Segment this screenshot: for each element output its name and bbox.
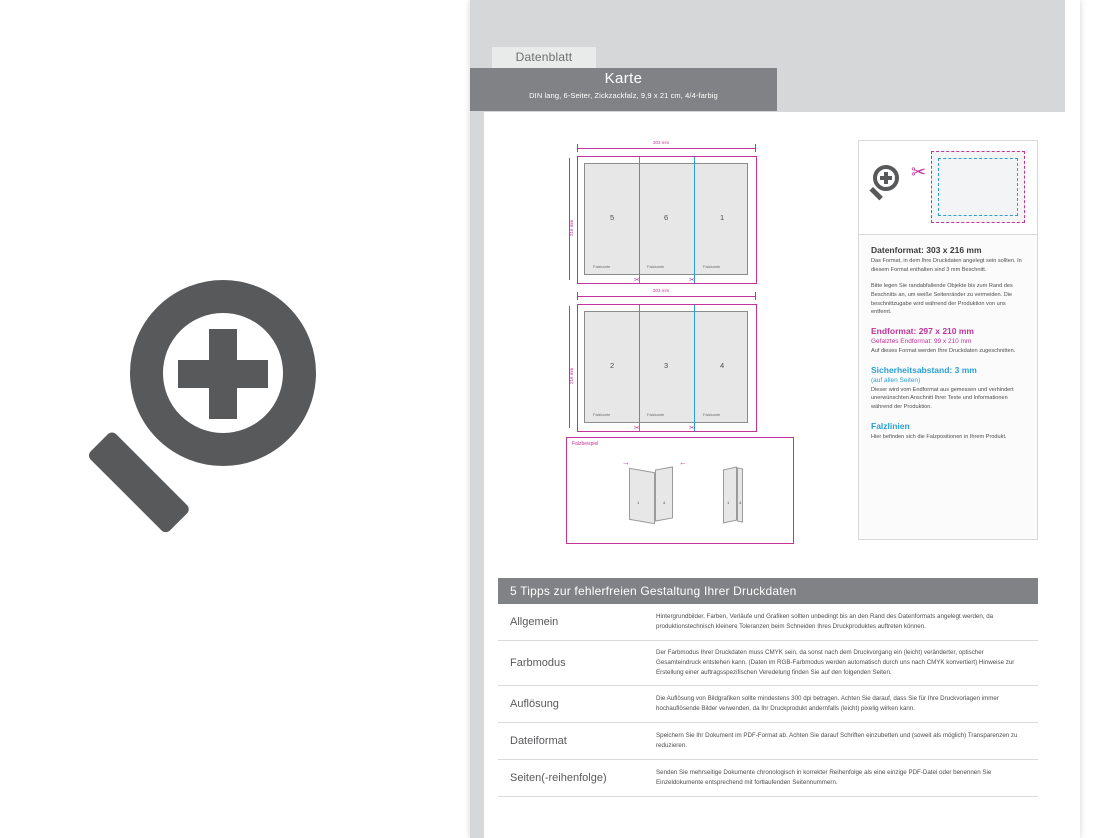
bottom-width-tick-right [755,292,756,300]
fold-example-label-4: 4 [739,500,742,505]
page-title-bar [470,68,777,111]
top-foldline-1 [639,157,640,283]
info-text-sicherheitsabstand: Dieser wird vom Endformat aus gemessen und verhindert unerwünschten Anschnitt Ihrer Texte und Informationen während der Produktion. [871,386,1014,410]
info-text-falzlinien: Hier befinden sich die Falzpositionen in Ihrem Produkt. [871,433,1007,440]
tips-table [498,578,1038,797]
top-height-label: 216 mm [569,219,574,236]
fold-arrow-right: ← [679,458,687,467]
top-edge-label-3: Falzkante [703,264,721,269]
info-block-datenformat [871,245,1025,317]
info-subheading-sicherheitsabstand: (auf allen Seiten) [871,376,921,384]
tips-row-label-allgemein: Allgemein [510,616,559,628]
bottom-panel-number-3: 4 [720,361,725,370]
fold-arrow-left: → [622,458,630,467]
top-panel-number-2: 6 [664,213,669,222]
info-text-endformat: Auf dieses Format werden Ihre Druckdaten zugeschnitten. [871,347,1016,354]
scissors-icon-bottom-2: ✂ [689,425,695,432]
info-block-falzlinien [871,421,1025,442]
bottom-foldline-2 [694,305,695,431]
magnifier-plus-vertical [209,329,237,419]
table-row [498,604,1038,641]
bottom-edge-label-1: Falzkante [593,412,611,417]
tips-row-text-allgemein: Hintergrundbilder, Farben, Verläufe und Grafiken sollten unbedingt bis an den Rand des Datenformats angelegt werden, da produktionstechnisch kleinere Toleranzen beim Schneiden Ihres Druckproduktes auftreten können. [656,613,994,630]
tips-row-text-seitenreihenfolge: Senden Sie mehrseitige Dokumente chronologisch in korrekter Reihenfolge als eine einzige PDF-Datei oder benennen Sie Einzeldokumente entsprechend mit fortlaufenden Seitennummern. [656,768,992,786]
fold-example-shape-a2 [655,466,673,521]
page-right-strip [1065,0,1080,838]
page-subtitle: DIN lang, 6-Seiter, Zickzackfalz, 9,9 x 21 cm, 4/4-farbig [529,91,718,100]
tips-row-text-farbmodus: Der Farbmodus Ihrer Druckdaten muss CMYK sein, da sonst nach dem Druckvorgang ein (leicht) veränderter, optischer Gesamteindruck entstehen kann. (Daten im RGB-Farbmodus werden automatisch durch uns nach CMYK konvertiert) Hinweise zur Erstellung einer auftragsspezifischen Veredelung finden Sie auf den folgenden Seiten. [656,649,1015,676]
scissors-icon-top-2: ✂ [689,277,695,284]
tips-row-label-dateiformat: Dateiformat [510,734,567,747]
fold-example-shape-a1 [629,468,655,525]
info-heading-datenformat: Datenformat: 303 x 216 mm [871,245,982,255]
fold-example-label-3: 1 [727,500,730,505]
info-body [859,235,1037,450]
info-block-endformat [871,326,1025,356]
info-heading-falzlinien: Falzlinien [871,420,910,431]
scissors-icon-top-1: ✂ [634,277,640,284]
top-edge-label-1: Falzkante [593,264,611,269]
tips-row-label-seitenreihenfolge: Seiten(-reihenfolge) [510,771,607,784]
info-heading-endformat: Endformat: 297 x 210 mm [871,325,974,336]
top-width-label: 303 mm [653,140,670,145]
info-subheading-endformat: Gefalztes Endformat: 99 x 210 mm [871,337,972,345]
table-row [498,641,1038,686]
info-text-datenformat-2: Bitte legen Sie randabfallende Objekte bis zum Rand des Beschnitts an, um weiße Seitenränder zu vermeiden. Die beschnittzugabe wird während der Produktion von uns entfernt. [871,283,1013,316]
info-preview [859,141,1037,235]
fold-example-label-2: 4 [663,500,666,505]
bottom-foldline-1 [639,305,640,431]
bottom-edge-label-3: Falzkante [703,412,721,417]
preview-magnifier-icon [871,165,905,199]
fold-example-shape-b2 [737,467,743,522]
bottom-panel-number-2: 3 [664,361,669,370]
fold-example-shape-b1 [723,467,737,524]
bottom-width-tick-left [577,292,578,300]
top-width-tick-left [577,144,578,152]
info-panel [858,140,1038,540]
fold-example-title: Falzbeispiel [572,441,599,447]
top-panel-number-3: 1 [720,213,725,222]
tips-row-text-aufloesung: Die Auflösung von Bildgrafiken sollte mindestens 300 dpi betragen. Achten Sie darauf, dass Sie für Ihre Druckvorlagen immer hochauflösende Bilder verwenden, da Ihr Druckprodukt andernfalls (leicht) pixelig wirken kann. [656,694,999,712]
fold-example-box [566,437,794,544]
bottom-width-dimension-line [577,296,755,297]
preview-magnifier-plus-vertical [884,172,888,184]
top-edge-label-2: Falzkante [647,264,665,269]
info-block-sicherheitsabstand [871,365,1025,412]
tips-row-label-farbmodus: Farbmodus [510,656,566,669]
info-text-datenformat-1: Das Format, in dem Ihre Druckdaten angelegt sein sollten. In diesem Format enthalten sind 3 mm Beschnitt. [871,258,1022,273]
top-foldline-2 [694,157,695,283]
page-title: Karte [604,70,643,87]
tab-datenblatt-label: Datenblatt [515,50,573,64]
top-width-tick-right [755,144,756,152]
bottom-edge-label-2: Falzkante [647,412,665,417]
tab-datenblatt[interactable] [492,47,596,68]
info-heading-sicherheitsabstand: Sicherheitsabstand: 3 mm [871,364,977,375]
preview-safety-outline [938,158,1018,216]
tips-table-header-label: 5 Tipps zur fehlerfreien Gestaltung Ihrer Druckdaten [510,584,797,598]
scissors-icon: ✂ [911,162,927,182]
page-left-margin [470,112,484,838]
magnifier-plus-icon [100,280,360,555]
tips-row-label-aufloesung: Auflösung [510,697,559,710]
tips-table-header [498,578,1038,604]
scissors-icon-bottom-1: ✂ [634,425,640,432]
top-panel-number-1: 5 [610,213,615,222]
table-row [498,686,1038,723]
fold-example-label-1: 1 [637,500,640,505]
table-row [498,723,1038,760]
tips-row-text-dateiformat: Speichern Sie Ihr Dokument im PDF-Format ab. Achten Sie darauf Schriften einzubetten und (soweit als möglich) Transparenzen zu reduzieren. [656,731,1018,749]
bottom-width-label: 303 mm [653,288,670,293]
preview-page-outline [931,151,1025,223]
top-width-dimension-line [577,148,755,149]
bottom-height-label: 216 mm [569,367,574,384]
bottom-panel-number-1: 2 [610,361,615,370]
datasheet-page [470,0,1080,838]
table-row [498,760,1038,797]
